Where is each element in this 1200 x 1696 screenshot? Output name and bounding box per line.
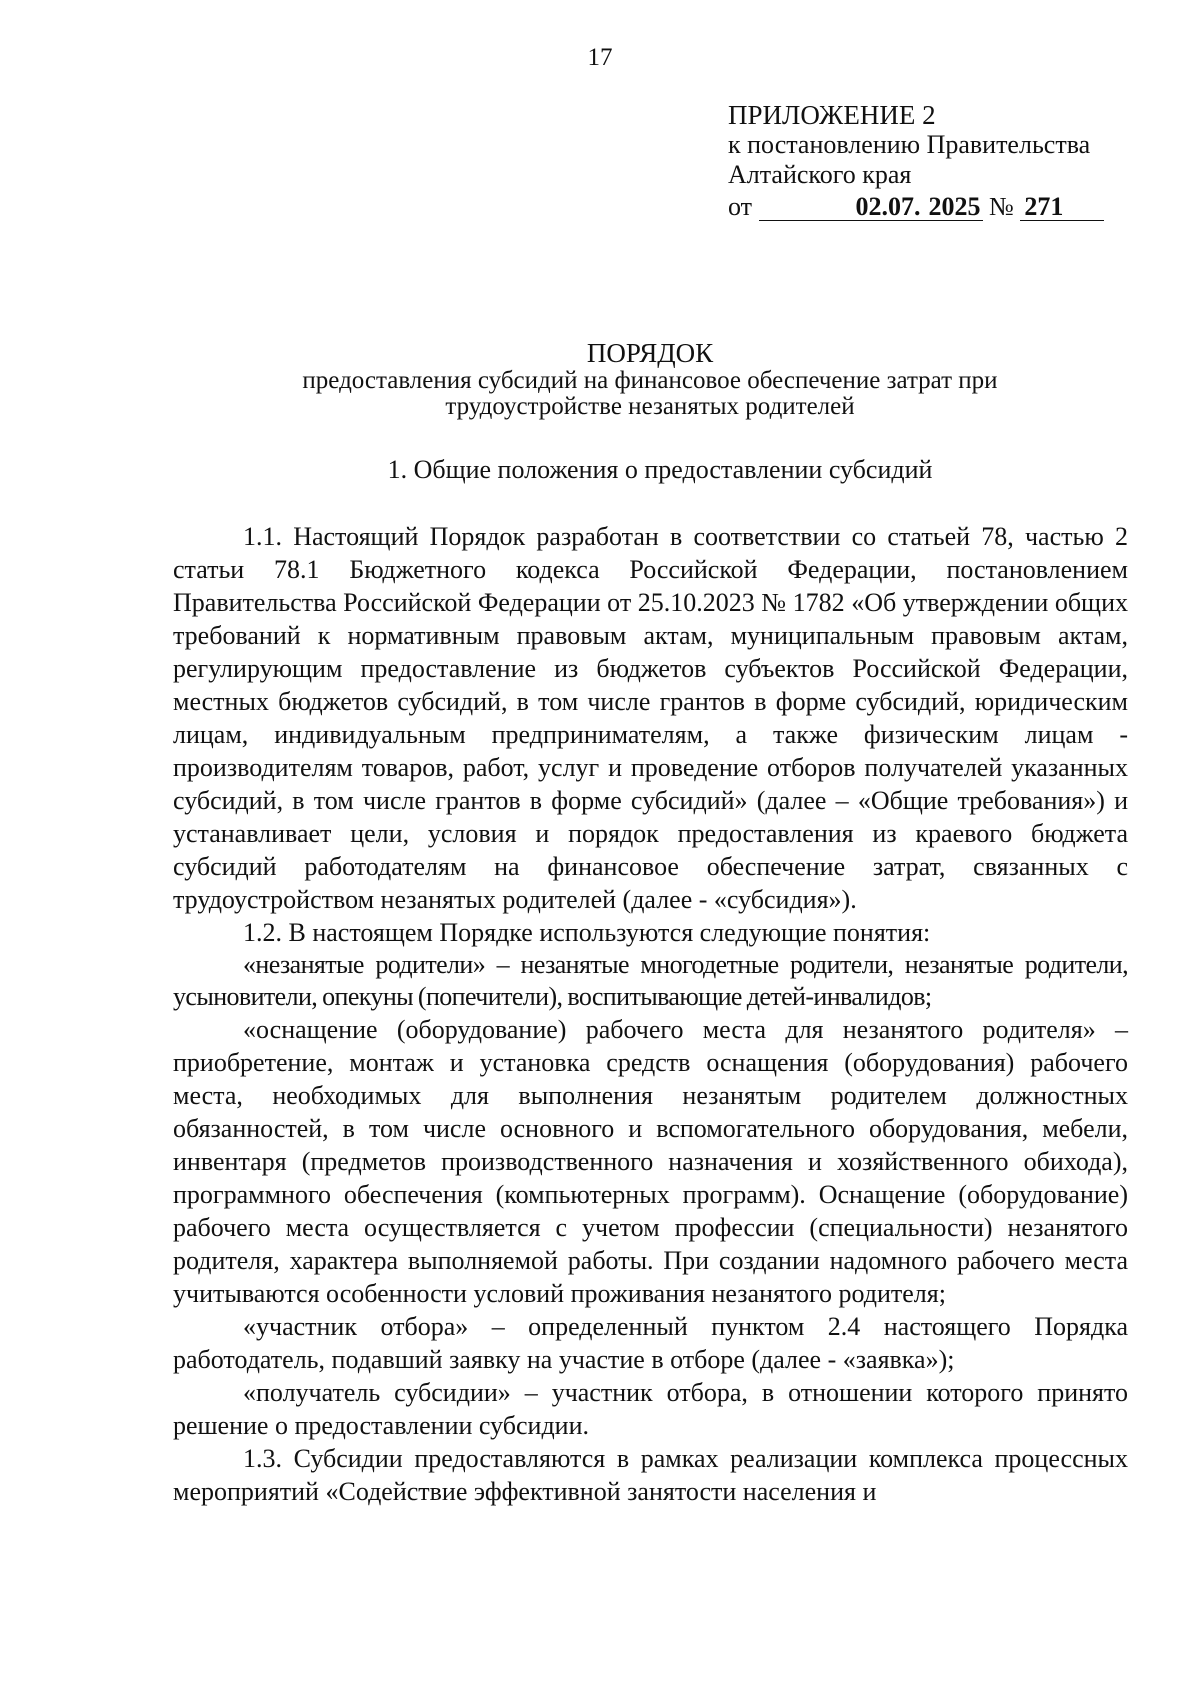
number-value: 271: [1020, 194, 1104, 221]
definition-selection-participant: «участник отбора» – определенный пунктом 2.4 настоящего Порядка работодатель, подавший заявку на участие в отборе (далее - «заявка»);: [173, 1312, 1128, 1374]
year-value: 2025: [928, 192, 981, 221]
subtitle-line-1: предоставления субсидий на финансовое обеспечение затрат при: [302, 367, 998, 394]
document-body: [173, 520, 1128, 1508]
date-value: 02.07.: [759, 194, 927, 221]
section-heading: 1. Общие положения о предоставлении субсидий: [387, 455, 933, 484]
document-title: ПОРЯДОК: [586, 338, 714, 368]
appendix-title: ПРИЛОЖЕНИЕ 2: [728, 100, 936, 130]
paragraph-1-1: 1.1. Настоящий Порядок разработан в соответствии со статьей 78, частью 2 статьи 78.1 Бюджетного кодекса Российской Федерации, постановлением Правительства Российской Федерации от 25.10.2023 № 1782 «Об утверждении общих требований к нормативным правовым актам, муниципальным правовым актам, регулирующим предоставление из бюджетов субъектов Российской Федерации, местных бюджетов субсидий, в том числе грантов в форме субсидий, юридическим лицам, индивидуальным предпринимателям, а также физическим лицам - производителям товаров, работ, услуг и проведение отборов получателей указанных субсидий, в том числе грантов в форме субсидий» (далее – «Общие требования») и устанавливает цели, условия и порядок предоставления из краевого бюджета субсидий работодателям на финансовое обеспечение затрат, связанных с трудоустройством незанятых родителей (далее - «субсидия»).: [173, 522, 1128, 914]
appendix-line-2: Алтайского края: [728, 160, 912, 189]
date-prefix: от: [728, 192, 753, 221]
definition-subsidy-recipient: «получатель субсидии» – участник отбора, в отношении которого принято решение о предоставлении субсидии.: [173, 1378, 1128, 1440]
document-subtitle: [160, 368, 1140, 420]
number-sign: №: [989, 192, 1014, 221]
paragraph-1-3: 1.3. Субсидии предоставляются в рамках реализации комплекса процессных мероприятий «Содействие эффективной занятости населения и: [173, 1444, 1128, 1506]
definition-workplace-equipment: «оснащение (оборудование) рабочего места для незанятого родителя» – приобретение, монтаж и установка средств оснащения (оборудования) рабочего места, необходимых для выполнения незанятым родителем должностных обязанностей, в том числе основного и вспомогательного оборудования, мебели, инвентаря (предметов производственного назначения и хозяйственного обихода), программного обеспечения (компьютерных программ). Оснащение (оборудование) рабочего места осуществляется с учетом профессии (специальности) незанятого родителя, характера выполняемой работы. При создании надомного рабочего места учитываются особенности условий проживания незанятого родителя;: [173, 1015, 1128, 1308]
appendix-line-1: к постановлению Правительства: [728, 130, 1091, 159]
appendix-date-line: [728, 192, 1168, 222]
page-number: 17: [587, 44, 613, 71]
appendix-block: [728, 100, 1168, 222]
definition-unemployed-parents: «незанятые родители» – незанятые многодетные родители, незанятые родители, усыновители, опекуны (попечители), воспитывающие детей-инвалидов;: [173, 950, 1128, 1011]
subtitle-line-2: трудоустройстве незанятых родителей: [445, 393, 855, 420]
paragraph-1-2: 1.2. В настоящем Порядке используются следующие понятия:: [243, 918, 931, 947]
